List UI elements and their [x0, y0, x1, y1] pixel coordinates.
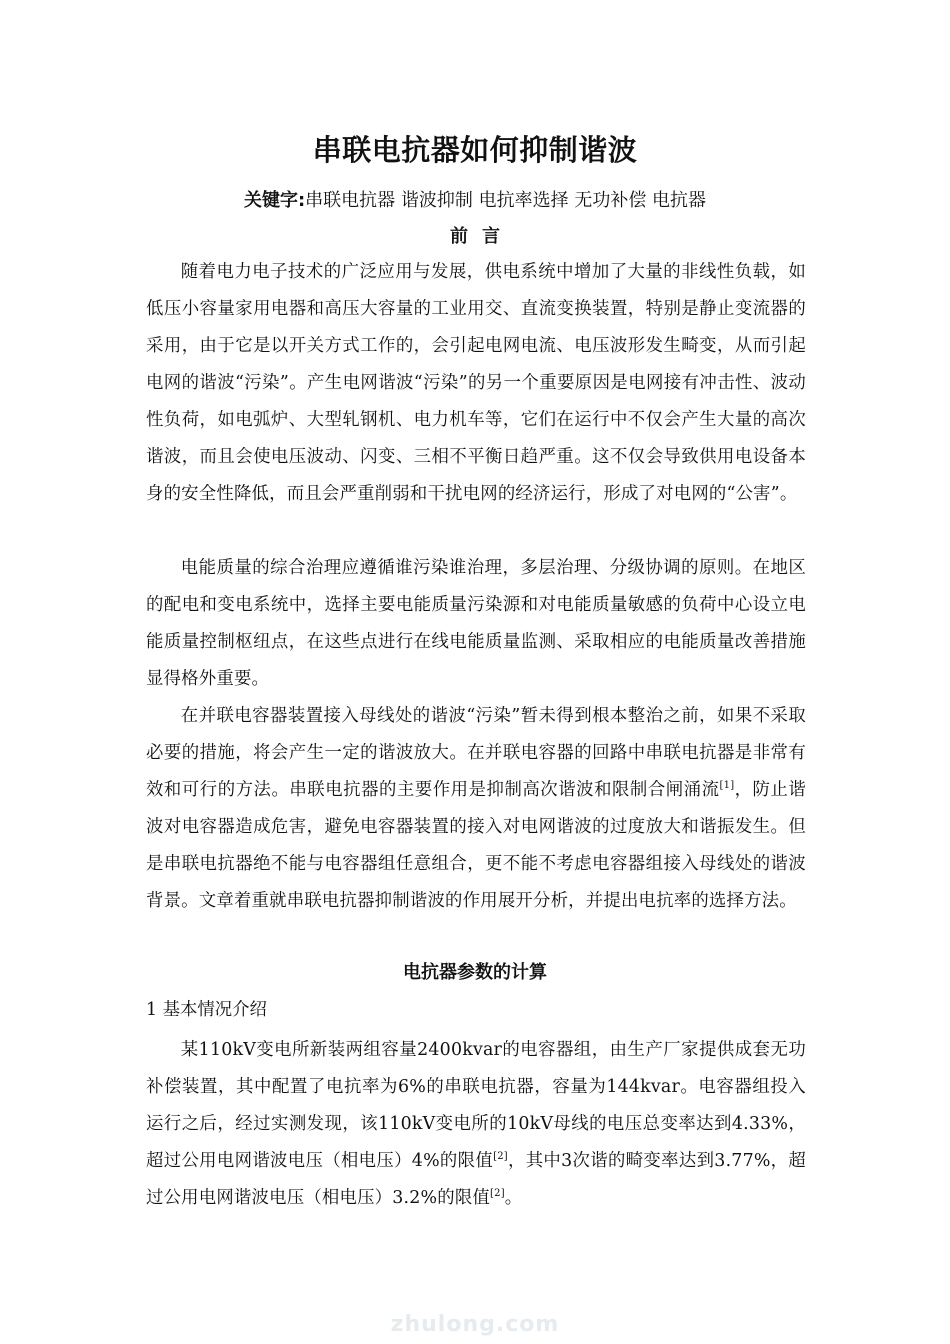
subsection-paragraph	[146, 1032, 806, 1217]
citation-ref: [2]	[493, 1151, 508, 1163]
calc-heading: 电抗器参数的计算	[403, 962, 547, 983]
document-title: 串联电抗器如何抑制谐波	[312, 133, 638, 167]
paragraph-text: ，防止谐波对电容器造成危害，避免电容器装置的接入对电网谐波的过度放大和谐振发生。但是串联电抗器绝不能与电容器组任意组合，更不能不考虑电容器组接入母线处的谐波背景。文章着重就串联电抗器抑制谐波的作用展开分析，并提出电抗率的选择方法。	[146, 780, 806, 911]
citation-ref: [2]	[490, 1188, 505, 1200]
paragraph-text: 某110kV变电所新装两组容量2400kvar的电容器组，由生产厂家提供成套无功补偿装置，其中配置了电抗率为6%的串联电抗器，容量为144kvar。电容器组投入运行之后，经过实测发现，该110kV变电所的10kV母线的电压总变率达到4.33%，超过公用电网谐波电压（相电压）4%的限值	[146, 1040, 806, 1171]
citation-ref: [1]	[719, 780, 735, 792]
paragraph-text: 。	[504, 1188, 523, 1208]
paragraph-text: ，其中3次谐的畸变率达到3.77%，超过公用电网谐波电压（相电压）3.2%的限值	[146, 1151, 806, 1208]
site-watermark: zhulong.com	[390, 1312, 560, 1337]
preface-paragraph-2: 电能质量的综合治理应遵循谁污染谁治理，多层治理、分级协调的原则。在地区的配电和变电系统中，选择主要电能质量污染源和对电能质量敏感的负荷中心设立电能质量控制枢纽点，在这些点进行在线电能质量监测、采取相应的电能质量改善措施显得格外重要。	[146, 558, 806, 689]
paragraph-text: 在并联电容器装置接入母线处的谐波“污染”暂未得到根本整治之前，如果不采取必要的措施，将会产生一定的谐波放大。在并联电容器的回路中串联电抗器是非常有效和可行的方法。串联电抗器的主要作用是抑制高次谐波和限制合闸涌流	[146, 706, 806, 800]
keywords-text: 串联电抗器 谐波抑制 电抗率选择 无功补偿 电抗器	[305, 190, 707, 211]
keywords-line	[0, 186, 950, 216]
keywords-label: 关键字:	[243, 190, 306, 211]
preface-heading: 前言	[450, 226, 514, 247]
preface-paragraph-1: 随着电力电子技术的广泛应用与发展，供电系统中增加了大量的非线性负载，如低压小容量家用电器和高压大容量的工业用交、直流变换装置，特别是静止变流器的采用，由于它是以开关方式工作的，会引起电网电流、电压波形发生畸变，从而引起电网的谐波“污染”。产生电网谐波“污染”的另一个重要原因是电网接有冲击性、波动性负荷，如电弧炉、大型轧钢机、电力机车等，它们在运行中不仅会产生大量的高次谐波，而且会使电压波动、闪变、三相不平衡日趋严重。这不仅会导致供用电设备本身的安全性降低，而且会严重削弱和干扰电网的经济运行，形成了对电网的“公害”。	[146, 262, 806, 504]
preface-paragraph-3	[146, 698, 806, 920]
subsection-title: 1 基本情况介绍	[146, 1000, 267, 1020]
